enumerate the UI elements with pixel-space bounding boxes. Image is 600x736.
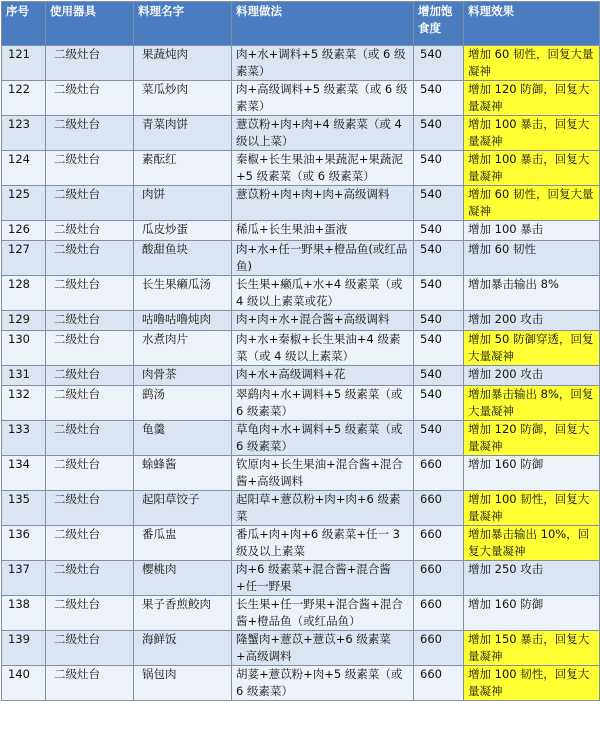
cell-method: 薏苡粉+肉+肉+4 级素菜（或 4 级以上菜）: [232, 116, 414, 151]
cell-name: 肉骨茶: [134, 366, 232, 386]
cell-tool: 二级灶台: [46, 116, 134, 151]
cell-satiety: 660: [414, 561, 464, 596]
cell-effect: 增加 50 防御穿透，回复大量凝神: [464, 331, 600, 366]
cell-no: 121: [2, 46, 46, 81]
cell-effect: 增加 160 防御: [464, 456, 600, 491]
cell-tool: 二级灶台: [46, 311, 134, 331]
cell-name: 鹞汤: [134, 386, 232, 421]
table-row: [2, 46, 600, 81]
table-row: [2, 241, 600, 276]
cell-tool: 二级灶台: [46, 221, 134, 241]
cell-satiety: 660: [414, 666, 464, 701]
cell-no: 124: [2, 151, 46, 186]
cell-effect: 增加 200 攻击: [464, 366, 600, 386]
cell-name: 番瓜盅: [134, 526, 232, 561]
cell-name: 樱桃肉: [134, 561, 232, 596]
cell-effect: 增加 150 暴击，回复大量凝神: [464, 631, 600, 666]
header-tool: 使用器具: [46, 2, 134, 46]
cell-tool: 二级灶台: [46, 526, 134, 561]
recipe-table: [1, 1, 600, 701]
cell-no: 122: [2, 81, 46, 116]
cell-no: 139: [2, 631, 46, 666]
cell-effect: 增加 100 韧性，回复大量凝神: [464, 666, 600, 701]
cell-effect: 增加 100 暴击: [464, 221, 600, 241]
cell-effect: 增加暴击输出 10%，回复大量凝神: [464, 526, 600, 561]
header-satiety: 增加饱食度: [414, 2, 464, 46]
cell-name: 水煮肉片: [134, 331, 232, 366]
cell-effect: 增加 200 攻击: [464, 311, 600, 331]
cell-effect: 增加 60 韧性，回复大量凝神: [464, 46, 600, 81]
cell-name: 果子香煎鲛肉: [134, 596, 232, 631]
cell-no: 128: [2, 276, 46, 311]
table-row: [2, 666, 600, 701]
cell-method: 肉+水+调料+5 级素菜（或 6 级素菜）: [232, 46, 414, 81]
cell-method: 肉+水+任一野果+橙品鱼(或红品鱼): [232, 241, 414, 276]
header-name: 料理名字: [134, 2, 232, 46]
cell-tool: 二级灶台: [46, 186, 134, 221]
cell-tool: 二级灶台: [46, 331, 134, 366]
cell-name: 瓜皮炒蛋: [134, 221, 232, 241]
cell-name: 咕噜咕噜炖肉: [134, 311, 232, 331]
cell-tool: 二级灶台: [46, 151, 134, 186]
cell-no: 131: [2, 366, 46, 386]
cell-satiety: 540: [414, 421, 464, 456]
cell-method: 起阳草+薏苡粉+肉+肉+6 级素菜: [232, 491, 414, 526]
cell-satiety: 660: [414, 631, 464, 666]
cell-no: 130: [2, 331, 46, 366]
table-row: [2, 456, 600, 491]
cell-satiety: 540: [414, 241, 464, 276]
cell-name: 菜瓜炒肉: [134, 81, 232, 116]
cell-no: 135: [2, 491, 46, 526]
cell-tool: 二级灶台: [46, 596, 134, 631]
table-row: [2, 116, 600, 151]
cell-name: 果蔬炖肉: [134, 46, 232, 81]
cell-no: 123: [2, 116, 46, 151]
cell-method: 胡荽+薏苡粉+肉+5 级素菜（或 6 级素菜）: [232, 666, 414, 701]
cell-tool: 二级灶台: [46, 386, 134, 421]
cell-name: 海鲜饭: [134, 631, 232, 666]
cell-satiety: 540: [414, 386, 464, 421]
cell-effect: 增加 120 防御，回复大量凝神: [464, 81, 600, 116]
cell-satiety: 660: [414, 491, 464, 526]
cell-satiety: 540: [414, 331, 464, 366]
cell-tool: 二级灶台: [46, 666, 134, 701]
cell-method: 秦椒+长生果油+果蔬泥+果蔬泥+5 级素菜（或 6 级素菜）: [232, 151, 414, 186]
cell-tool: 二级灶台: [46, 631, 134, 666]
cell-effect: 增加 100 暴击，回复大量凝神: [464, 151, 600, 186]
cell-method: 肉+水+秦椒+长生果油+4 级素菜（或 4 级以上素菜）: [232, 331, 414, 366]
cell-name: 肉饼: [134, 186, 232, 221]
cell-method: 番瓜+肉+肉+6 级素菜+任一 3 级及以上素菜: [232, 526, 414, 561]
cell-effect: 增加 100 暴击，回复大量凝神: [464, 116, 600, 151]
table-row: [2, 221, 600, 241]
table-row: [2, 596, 600, 631]
cell-effect: 增加 120 防御，回复大量凝神: [464, 421, 600, 456]
cell-satiety: 540: [414, 366, 464, 386]
cell-tool: 二级灶台: [46, 456, 134, 491]
cell-no: 140: [2, 666, 46, 701]
table-row: [2, 81, 600, 116]
cell-no: 126: [2, 221, 46, 241]
cell-tool: 二级灶台: [46, 46, 134, 81]
table-row: [2, 331, 600, 366]
cell-effect: 增加 60 韧性: [464, 241, 600, 276]
cell-effect: 增加 250 攻击: [464, 561, 600, 596]
cell-name: 长生果癞瓜汤: [134, 276, 232, 311]
cell-method: 长生果+任一野果+混合酱+混合酱+橙品鱼（或红品鱼）: [232, 596, 414, 631]
cell-method: 草龟肉+水+调料+5 级素菜（或 6 级素菜）: [232, 421, 414, 456]
cell-no: 137: [2, 561, 46, 596]
table-row: [2, 186, 600, 221]
table-row: [2, 151, 600, 186]
cell-method: 肉+肉+水+混合酱+高级调料: [232, 311, 414, 331]
cell-satiety: 540: [414, 186, 464, 221]
cell-method: 稀瓜+长生果油+蛋液: [232, 221, 414, 241]
cell-no: 127: [2, 241, 46, 276]
cell-name: 青菜肉饼: [134, 116, 232, 151]
table-row: [2, 526, 600, 561]
header-effect: 料理效果: [464, 2, 600, 46]
cell-satiety: 540: [414, 221, 464, 241]
cell-tool: 二级灶台: [46, 561, 134, 596]
cell-tool: 二级灶台: [46, 366, 134, 386]
cell-no: 136: [2, 526, 46, 561]
cell-tool: 二级灶台: [46, 421, 134, 456]
cell-effect: 增加 160 防御: [464, 596, 600, 631]
cell-no: 132: [2, 386, 46, 421]
cell-effect: 增加暴击输出 8%: [464, 276, 600, 311]
cell-name: 锅包肉: [134, 666, 232, 701]
cell-satiety: 540: [414, 311, 464, 331]
header-method: 料理做法: [232, 2, 414, 46]
cell-no: 129: [2, 311, 46, 331]
cell-no: 125: [2, 186, 46, 221]
table-row: [2, 631, 600, 666]
cell-name: 酸甜鱼块: [134, 241, 232, 276]
cell-satiety: 540: [414, 276, 464, 311]
cell-satiety: 660: [414, 526, 464, 561]
cell-satiety: 540: [414, 46, 464, 81]
cell-tool: 二级灶台: [46, 276, 134, 311]
table-row: [2, 276, 600, 311]
cell-name: 蜍蜂酱: [134, 456, 232, 491]
cell-method: 钦原肉+长生果油+混合酱+混合酱+高级调料: [232, 456, 414, 491]
table-header-row: [2, 2, 600, 46]
cell-method: 薏苡粉+肉+肉+肉+高级调料: [232, 186, 414, 221]
cell-method: 隆蟹肉+薏苡+薏苡+6 级素菜+高级调料: [232, 631, 414, 666]
cell-no: 138: [2, 596, 46, 631]
header-no: 序号: [2, 2, 46, 46]
cell-name: 龟羹: [134, 421, 232, 456]
table-row: [2, 311, 600, 331]
cell-satiety: 540: [414, 151, 464, 186]
cell-effect: 增加暴击输出 8%，回复大量凝神: [464, 386, 600, 421]
cell-satiety: 540: [414, 116, 464, 151]
cell-no: 133: [2, 421, 46, 456]
table-row: [2, 561, 600, 596]
table-row: [2, 366, 600, 386]
cell-method: 长生果+癞瓜+水+4 级素菜（或 4 级以上素菜或花）: [232, 276, 414, 311]
cell-tool: 二级灶台: [46, 81, 134, 116]
table-row: [2, 421, 600, 456]
cell-name: 素酝红: [134, 151, 232, 186]
cell-effect: 增加 100 韧性，回复大量凝神: [464, 491, 600, 526]
cell-method: 肉+高级调料+5 级素菜（或 6 级素菜）: [232, 81, 414, 116]
cell-method: 肉+6 级素菜+混合酱+混合酱+任一野果: [232, 561, 414, 596]
cell-tool: 二级灶台: [46, 241, 134, 276]
cell-method: 肉+水+高级调料+花: [232, 366, 414, 386]
cell-satiety: 540: [414, 81, 464, 116]
cell-name: 起阳草饺子: [134, 491, 232, 526]
cell-no: 134: [2, 456, 46, 491]
cell-effect: 增加 60 韧性，回复大量凝神: [464, 186, 600, 221]
cell-method: 翠鹞肉+水+调料+5 级素菜（或 6 级素菜）: [232, 386, 414, 421]
table-row: [2, 386, 600, 421]
cell-satiety: 660: [414, 596, 464, 631]
cell-satiety: 660: [414, 456, 464, 491]
table-row: [2, 491, 600, 526]
cell-tool: 二级灶台: [46, 491, 134, 526]
